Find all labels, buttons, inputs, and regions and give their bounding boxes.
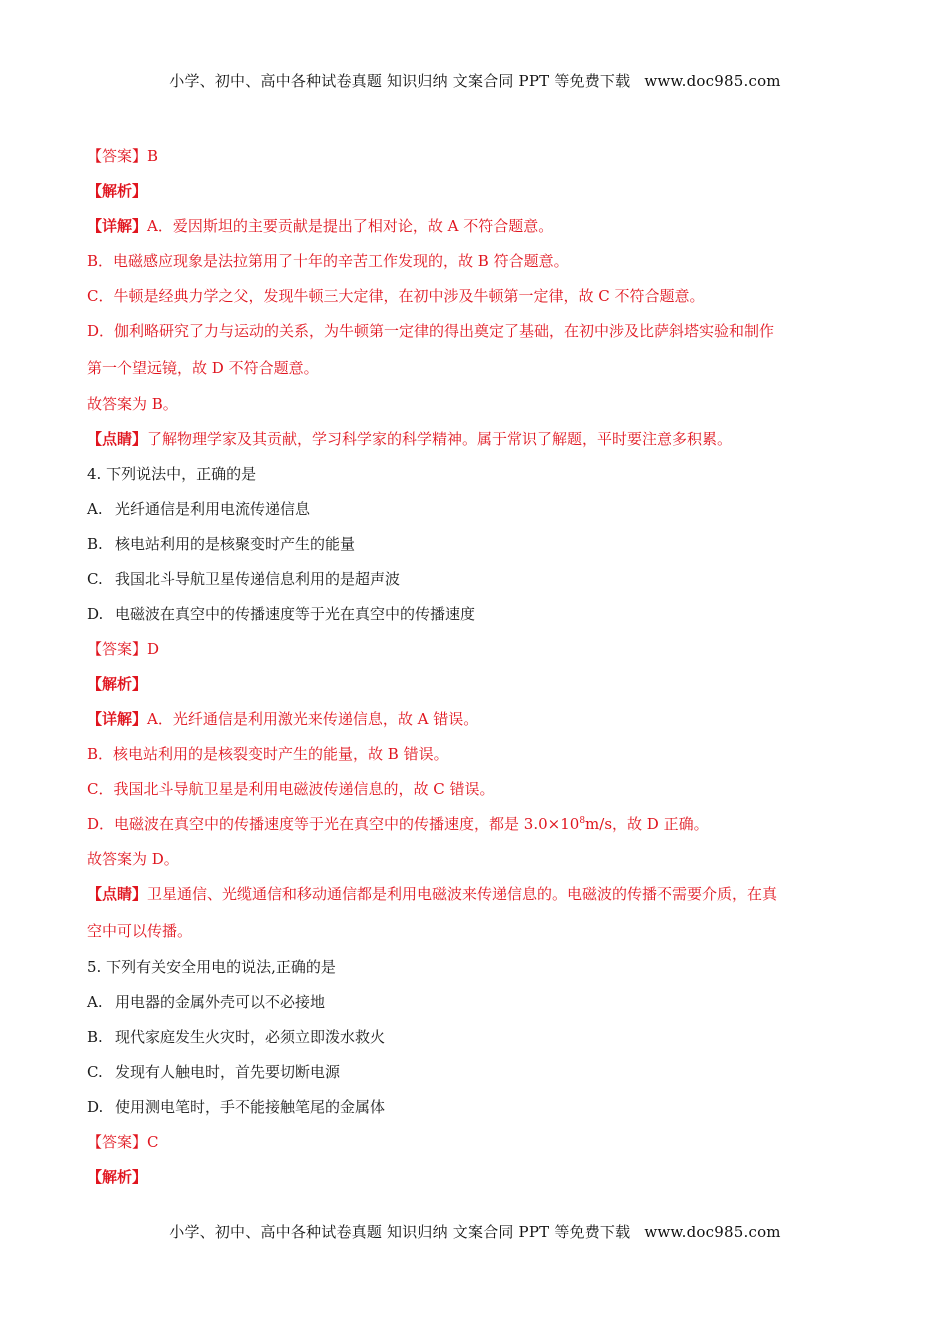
comment-label: 【点睛】 xyxy=(87,430,148,448)
page-footer xyxy=(0,1221,950,1242)
option-letter: D. xyxy=(87,1098,104,1116)
header-text: 小学、初中、高中各种试卷真题 知识归纳 文案合同 PPT 等免费下载 xyxy=(169,72,631,90)
q4-option-c xyxy=(87,569,400,589)
answer-label: 【答案】 xyxy=(87,147,148,165)
option-text: 光纤通信是利用电流传递信息 xyxy=(115,500,311,518)
q4-detail-c: C．我国北斗导航卫星是利用电磁波传递信息的，故 C 错误。 xyxy=(87,780,495,798)
q4-comment-text: 卫星通信、光缆通信和移动通信都是利用电磁波来传递信息的。电磁波的传播不需要介质，在真 xyxy=(147,885,778,903)
comment-label: 【点睛】 xyxy=(87,885,148,903)
q4-detail-d-exponent: 8 xyxy=(579,816,586,826)
page-header xyxy=(0,70,950,91)
option-letter: C. xyxy=(87,570,103,588)
q4-answer: D xyxy=(147,640,160,658)
q4-detail-d-pre: D．电磁波在真空中的传播速度等于光在真空中的传播速度，都是 3.0×10 xyxy=(87,815,580,833)
answer-label: 【答案】 xyxy=(87,640,148,658)
q4-analysis-label: 【解析】 xyxy=(87,675,148,693)
q5-option-d xyxy=(87,1097,385,1117)
q5-option-b xyxy=(87,1027,385,1047)
q5-answer-line xyxy=(87,1132,159,1152)
option-letter: A. xyxy=(87,993,103,1011)
q4-detail-a xyxy=(87,709,478,729)
q4-detail-d-post: m/s，故 D 正确。 xyxy=(585,815,709,833)
q4-detail-b: B．核电站利用的是核裂变时产生的能量，故 B 错误。 xyxy=(87,745,449,763)
option-text: 发现有人触电时，首先要切断电源 xyxy=(115,1063,341,1081)
option-letter: D. xyxy=(87,605,104,623)
detail-label: 【详解】 xyxy=(87,710,148,728)
q3-detail-a xyxy=(87,216,553,236)
q5-stem: 5. 下列有关安全用电的说法,正确的是 xyxy=(87,958,336,976)
q4-detail-a-text: A．光纤通信是利用激光来传递信息，故 A 错误。 xyxy=(147,710,479,728)
option-text: 核电站利用的是核聚变时产生的能量 xyxy=(115,535,356,553)
option-text: 用电器的金属外壳可以不必接地 xyxy=(115,993,326,1011)
q3-detail-b: B．电磁感应现象是法拉第用了十年的辛苦工作发现的，故 B 符合题意。 xyxy=(87,252,569,270)
q5-answer: C xyxy=(147,1133,159,1151)
answer-label: 【答案】 xyxy=(87,1133,148,1151)
option-text: 我国北斗导航卫星传递信息利用的是超声波 xyxy=(115,570,401,588)
footer-url[interactable]: www.doc985.com xyxy=(644,1223,781,1241)
option-text: 电磁波在真空中的传播速度等于光在真空中的传播速度 xyxy=(115,605,476,623)
q3-answer-line xyxy=(87,146,158,166)
q4-stem: 4. 下列说法中，正确的是 xyxy=(87,465,257,483)
q3-analysis-label: 【解析】 xyxy=(87,182,148,200)
q3-comment-text: 了解物理学家及其贡献，学习科学家的科学精神。属于常识了解题，平时要注意多积累。 xyxy=(147,430,733,448)
q4-answer-line xyxy=(87,639,159,659)
q3-detail-d-line1: D．伽利略研究了力与运动的关系，为牛顿第一定律的得出奠定了基础，在初中涉及比萨斜塔实验和制作 xyxy=(87,322,775,340)
q4-conclusion: 故答案为 D。 xyxy=(87,850,179,868)
q4-comment-line1 xyxy=(87,884,777,904)
detail-label: 【详解】 xyxy=(87,217,148,235)
q3-detail-d-line2: 第一个望远镜，故 D 不符合题意。 xyxy=(87,359,319,377)
q3-answer: B xyxy=(147,147,159,165)
q3-detail-a-text: A．爱因斯坦的主要贡献是提出了相对论，故 A 不符合题意。 xyxy=(147,217,554,235)
q4-comment-line2: 空中可以传播。 xyxy=(87,922,193,940)
q4-detail-d xyxy=(87,814,709,834)
option-letter: B. xyxy=(87,535,103,553)
q3-comment xyxy=(87,429,732,449)
option-letter: C. xyxy=(87,1063,103,1081)
option-text: 使用测电笔时，手不能接触笔尾的金属体 xyxy=(115,1098,386,1116)
q4-option-d xyxy=(87,604,475,624)
footer-text: 小学、初中、高中各种试卷真题 知识归纳 文案合同 PPT 等免费下载 xyxy=(169,1223,631,1241)
q3-conclusion: 故答案为 B。 xyxy=(87,395,178,413)
q4-option-b xyxy=(87,534,355,554)
q4-option-a xyxy=(87,499,310,519)
q5-option-c xyxy=(87,1062,340,1082)
header-url[interactable]: www.doc985.com xyxy=(644,72,781,90)
q5-analysis-label: 【解析】 xyxy=(87,1168,148,1186)
q3-detail-c: C．牛顿是经典力学之父，发现牛顿三大定律，在初中涉及牛顿第一定律，故 C 不符合题意。 xyxy=(87,287,705,305)
option-letter: A. xyxy=(87,500,103,518)
option-letter: B. xyxy=(87,1028,103,1046)
q5-option-a xyxy=(87,992,325,1012)
option-text: 现代家庭发生火灾时，必须立即泼水救火 xyxy=(115,1028,386,1046)
